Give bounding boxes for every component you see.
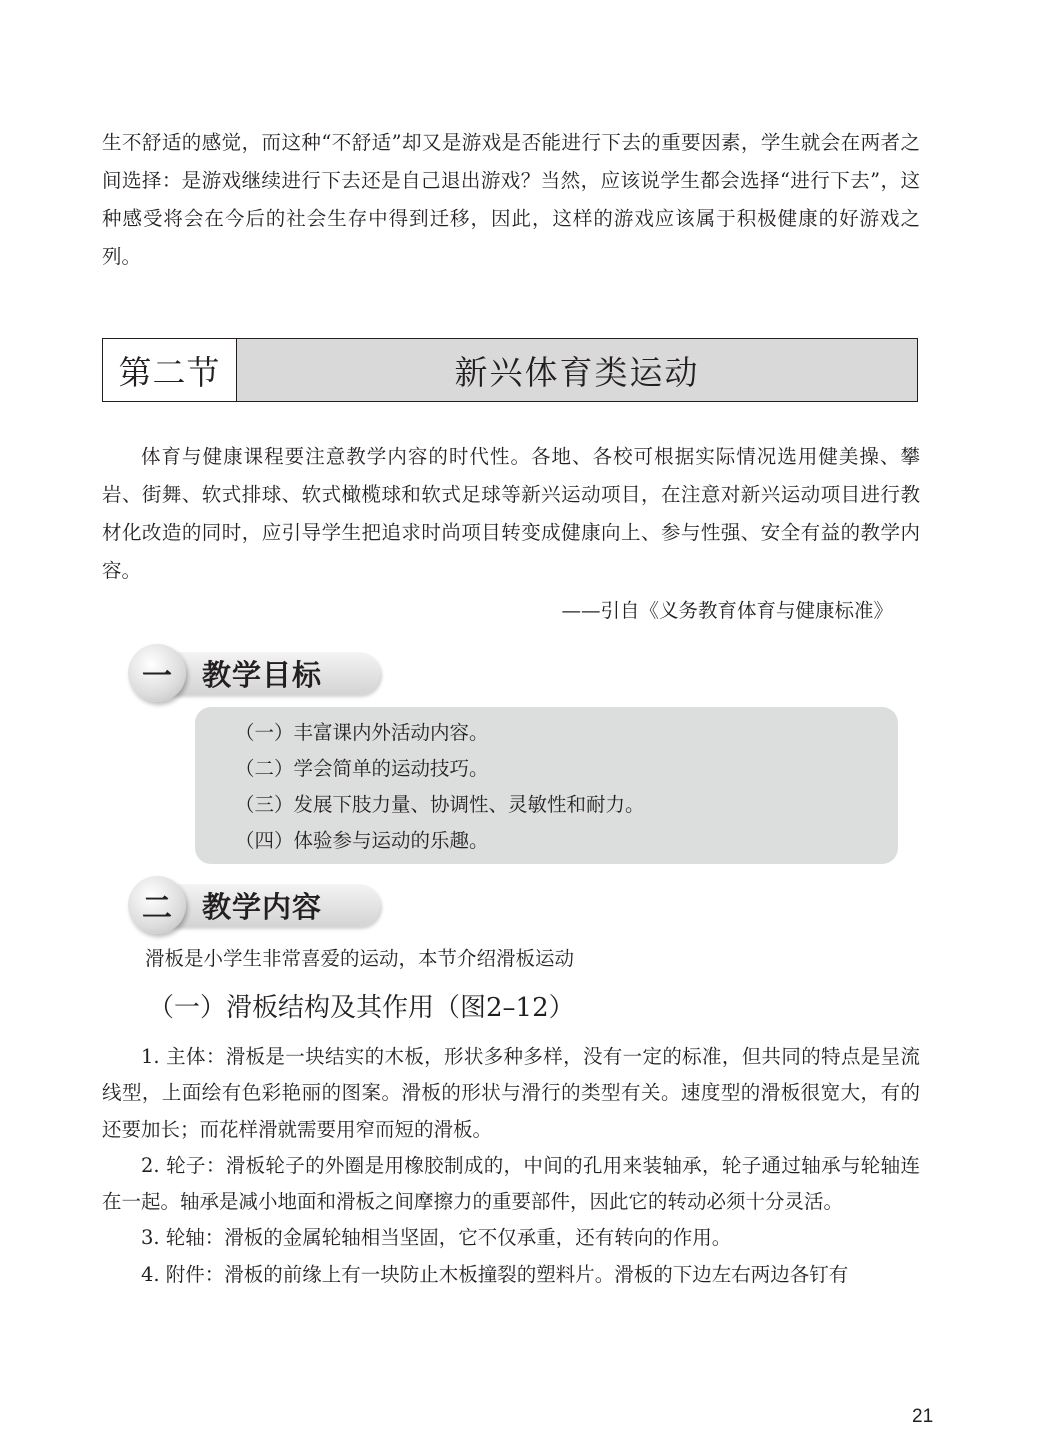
- heading-teaching-goals: [128, 648, 384, 698]
- goal-item: （三）发展下肢力量、协调性、灵敏性和耐力。: [235, 793, 645, 816]
- body-paragraph: 1. 主体：滑板是一块结实的木板，形状多种多样，没有一定的标准，但共同的特点是呈流线型，上面绘有色彩艳丽的图案。滑板的形状与滑行的类型有关。速度型的滑板很宽大，有的还要加长；而花样滑就需要用窄而短的滑板。: [102, 1045, 920, 1141]
- body-text: [102, 1039, 920, 1293]
- standard-quote: 体育与健康课程要注意教学内容的时代性。各地、各校可根据实际情况选用健美操、攀岩、街舞、软式排球、软式橄榄球和软式足球等新兴运动项目，在注意对新兴运动项目进行教材化改造的同时，应引导学生把追求时尚项目转变成健康向上、参与性强、安全有益的教学内容。: [102, 445, 920, 582]
- goal-item: （二）学会简单的运动技巧。: [235, 757, 489, 780]
- intro-paragraph: 生不舒适的感觉，而这种“不舒适”却又是游戏是否能进行下去的重要因素，学生就会在两者之间选择：是游戏继续进行下去还是自己退出游戏？当然，应该说学生都会选择“进行下去”，这种感受将会在今后的社会生存中得到迁移，因此，这样的游戏应该属于积极健康的好游戏之列。: [102, 131, 920, 268]
- body-paragraph: 4. 附件：滑板的前缘上有一块防止木板撞裂的塑料片。滑板的下边左右两边各钉有: [141, 1262, 849, 1286]
- subheading: （一）滑板结构及其作用（图2–12）: [148, 993, 575, 1023]
- section-number: 第二节: [103, 339, 237, 401]
- heading-numeral-circle: 二: [128, 876, 186, 934]
- citation: ——引自《义务教育体育与健康标准》: [561, 599, 893, 622]
- heading-numeral-circle: 一: [128, 644, 186, 702]
- heading-label: 教学目标: [202, 657, 323, 692]
- section-banner: [102, 338, 918, 402]
- goal-item: （四）体验参与运动的乐趣。: [235, 829, 489, 852]
- goal-item: （一）丰富课内外活动内容。: [235, 721, 489, 744]
- section-title: 新兴体育类运动: [237, 339, 917, 401]
- body-paragraph: 3. 轮轴：滑板的金属轮轴相当坚固，它不仅承重，还有转向的作用。: [141, 1226, 732, 1250]
- goals-box: [195, 707, 898, 864]
- content-intro: 滑板是小学生非常喜爱的运动，本节介绍滑板运动: [145, 947, 575, 970]
- heading-label: 教学内容: [202, 889, 323, 924]
- page-number: 21: [912, 1406, 934, 1427]
- heading-teaching-content: [128, 880, 384, 930]
- body-paragraph: 2. 轮子：滑板轮子的外圈是用橡胶制成的，中间的孔用来装轴承，轮子通过轴承与轮轴连在一起。轴承是减小地面和滑板之间摩擦力的重要部件，因此它的转动必须十分灵活。: [102, 1153, 920, 1214]
